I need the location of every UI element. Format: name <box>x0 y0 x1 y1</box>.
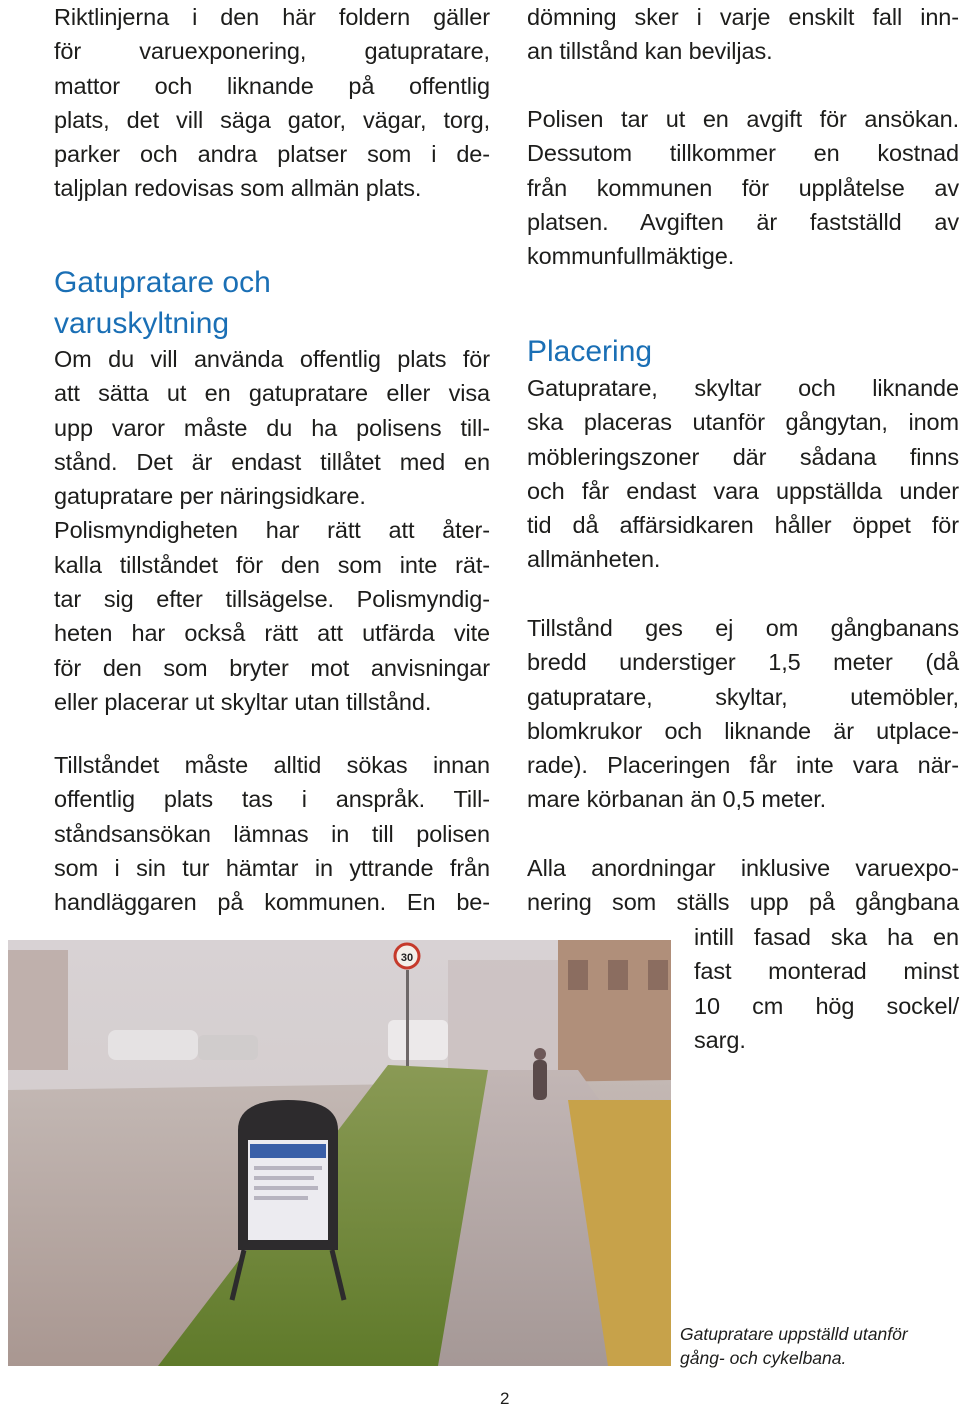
text-line: platsen. Avgiften är fastställd av <box>527 208 959 235</box>
text-line: upp varor måste du ha polisens till- <box>54 414 490 441</box>
text-line: Riktlinjerna i den här foldern gäller <box>54 4 490 30</box>
text-line: eller placerar ut skyltar utan tillstånd. <box>54 688 432 715</box>
text-line: och får endast vara uppställda under <box>527 477 959 504</box>
text-line: Polisen tar ut en avgift för ansökan. <box>527 106 959 132</box>
intro-paragraph <box>54 0 490 206</box>
placement-paragraph <box>527 371 959 577</box>
arrangements-paragraph-wrap <box>694 920 959 1057</box>
text-line: från kommunen för upplåtelse av <box>527 174 959 201</box>
heading-line: Gatupratare och <box>54 266 271 299</box>
text-line: Alla anordningar inklusive varuexpo- <box>527 855 959 881</box>
text-line: kommunfullmäktige. <box>527 243 735 270</box>
caption-line: gång- och cykelbana. <box>680 1348 847 1368</box>
heading-line: varuskyltning <box>54 307 230 340</box>
text-line: stånd. Det är endast tillåtet med en <box>54 448 490 475</box>
text-line: gatupratare per näringsidkare. <box>54 483 366 510</box>
text-line: 10 cm hög sockel/ <box>694 992 959 1019</box>
text-line: Tillstånd ges ej om gångbanans <box>527 615 959 641</box>
text-line: som i sin tur hämtar in yttrande från <box>54 854 490 881</box>
text-line: taljplan redovisas som allmän plats. <box>54 175 422 202</box>
text-line: blomkrukor och liknande är utplace- <box>527 717 959 744</box>
street-photo-illustration <box>8 940 671 1366</box>
text-line: fast monterad minst <box>694 958 959 985</box>
text-line: att sätta ut en gatupratare eller visa <box>54 380 490 407</box>
text-line: an tillstånd kan beviljas. <box>527 38 773 65</box>
text-line: ska placeras utanför gångytan, inom <box>527 409 959 436</box>
text-line: Om du vill använda offentlig plats för <box>54 346 490 372</box>
text-line: tid då affärsidkaren håller öppet för <box>527 512 959 539</box>
text-line: rade). Placeringen får inte vara när- <box>527 752 959 779</box>
caption-line: Gatupratare uppställd utanför <box>680 1324 908 1344</box>
text-line: tar sig efter tillsägelse. Polismyndig- <box>54 586 490 613</box>
text-line: intill fasad ska ha en <box>694 924 959 950</box>
text-line: Polismyndigheten har rätt att åter- <box>54 517 490 544</box>
arrangements-paragraph <box>527 851 959 920</box>
section-paragraph-application <box>54 748 490 919</box>
text-line: kalla tillståndet för den som inte rät- <box>54 551 490 578</box>
text-line: heten har också rätt att utfärda vite <box>54 620 490 647</box>
text-line: mare körbanan än 0,5 meter. <box>527 786 827 813</box>
text-line: för varuexponering, gatupratare, <box>54 38 490 65</box>
text-line: ståndsansökan lämnas in till polisen <box>54 820 490 847</box>
text-line: möbleringszoner där sådana finns <box>527 443 959 470</box>
text-line: dömning sker i varje enskilt fall inn- <box>527 4 959 30</box>
section-paragraph-permit <box>54 342 490 719</box>
text-line: bredd understiger 1,5 meter (då <box>527 649 959 676</box>
text-line: Dessutom tillkommer en kostnad <box>527 140 959 167</box>
section-heading-placering: Placering <box>527 335 653 368</box>
speed-sign-text: 30 <box>400 952 414 964</box>
continued-paragraph <box>527 0 959 69</box>
street-photo <box>8 940 671 1366</box>
photo-caption <box>680 1322 950 1370</box>
text-line: allmänheten. <box>527 546 661 573</box>
text-line: handläggaren på kommunen. En be- <box>54 889 490 916</box>
page-number: 2 <box>500 1389 510 1408</box>
width-requirement-paragraph <box>527 611 959 817</box>
text-line: mattor och liknande på offentlig <box>54 72 490 99</box>
text-line: plats, det vill säga gator, vägar, torg, <box>54 106 490 133</box>
text-line: Gatupratare, skyltar och liknande <box>527 375 959 401</box>
text-line: Tillståndet måste alltid sökas innan <box>54 752 490 778</box>
text-line: offentlig plats tas i anspråk. Till- <box>54 786 490 813</box>
text-line: sarg. <box>694 1026 746 1053</box>
text-line: gatupratare, skyltar, utemöbler, <box>527 683 959 710</box>
fee-paragraph <box>527 102 959 273</box>
section-heading-gatupratare <box>54 262 490 344</box>
text-line: nering som ställs upp på gångbana <box>527 889 959 916</box>
text-line: parker och andra platser som i de- <box>54 141 490 168</box>
text-line: för den som bryter mot anvisningar <box>54 654 490 681</box>
